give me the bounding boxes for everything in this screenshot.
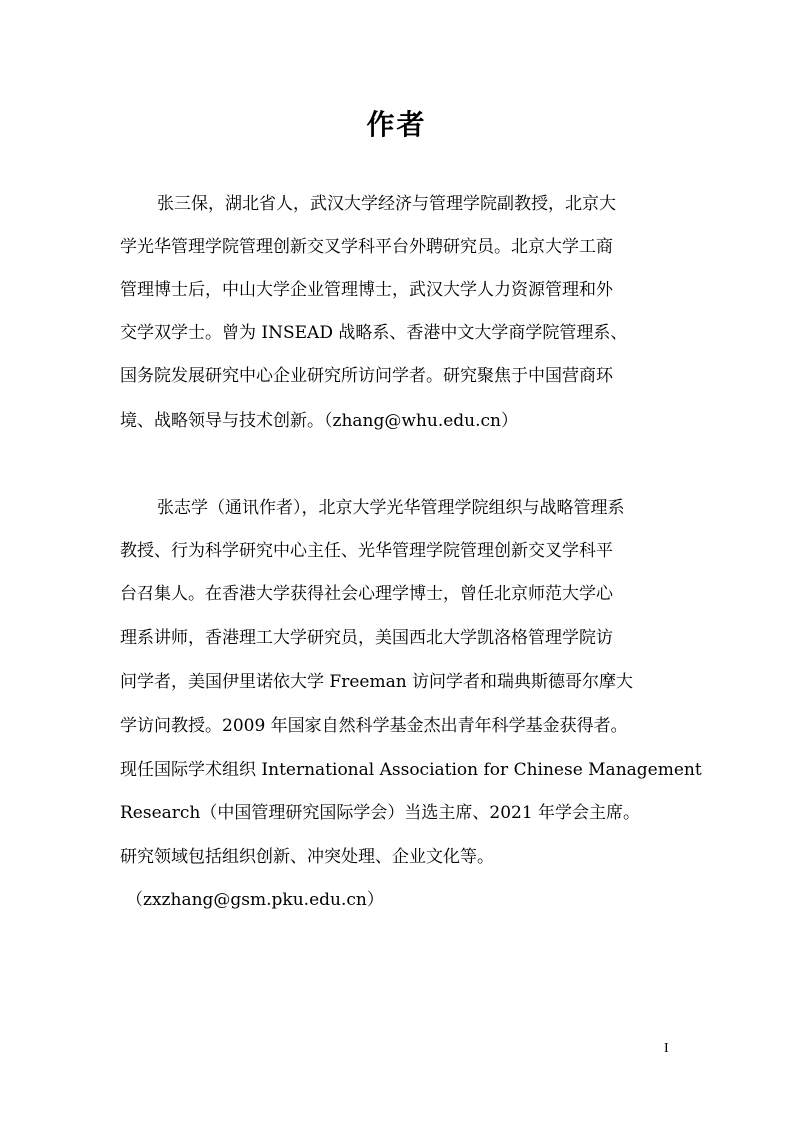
bio-line: 张志学（通讯作者），北京大学光华管理学院组织与战略管理系 [157, 498, 625, 518]
bio-line: Research（中国管理研究国际学会）当选主席、2021 年学会主席。 [120, 803, 641, 823]
bio-line: 学访问教授。2009 年国家自然科学基金杰出青年科学基金获得者。 [120, 716, 628, 736]
bio-line: 问学者，美国伊里诺依大学 Freeman 访问学者和瑞典斯德哥尔摩大 [120, 672, 634, 692]
bio-line: 国务院发展研究中心企业研究所访问学者。研究聚焦于中国营商环 [120, 366, 613, 386]
bio-line: 理系讲师，香港理工大学研究员，美国西北大学凯洛格管理学院访 [120, 628, 613, 648]
page-title: 作者 [366, 108, 427, 141]
bio-line: 教授、行为科学研究中心主任、光华管理学院管理创新交叉学科平 [120, 541, 613, 561]
bio-line: 学光华管理学院管理创新交叉学科平台外聘研究员。北京大学工商 [120, 237, 613, 257]
bio-line: 交学双学士。曾为 INSEAD 战略系、香港中文大学商学院管理系、 [120, 323, 628, 343]
bio-line-email: 境、战略领导与技术创新。（zhang@whu.edu.cn） [120, 411, 518, 431]
bio-line: 管理博士后，中山大学企业管理博士，武汉大学人力资源管理和外 [120, 280, 613, 300]
page-number: I [664, 1041, 669, 1056]
bio-line: 张三保，湖北省人，武汉大学经济与管理学院副教授，北京大 [157, 194, 616, 214]
bio-line: 现任国际学术组织 International Association for Chinese Management [120, 760, 702, 780]
bio-line: 台召集人。在香港大学获得社会心理学博士，曾任北京师范大学心 [120, 584, 613, 604]
bio-line: 研究领域包括组织创新、冲突处理、企业文化等。 [120, 847, 494, 867]
bio-line-email: （zxzhang@gsm.pku.edu.cn） [126, 890, 384, 910]
